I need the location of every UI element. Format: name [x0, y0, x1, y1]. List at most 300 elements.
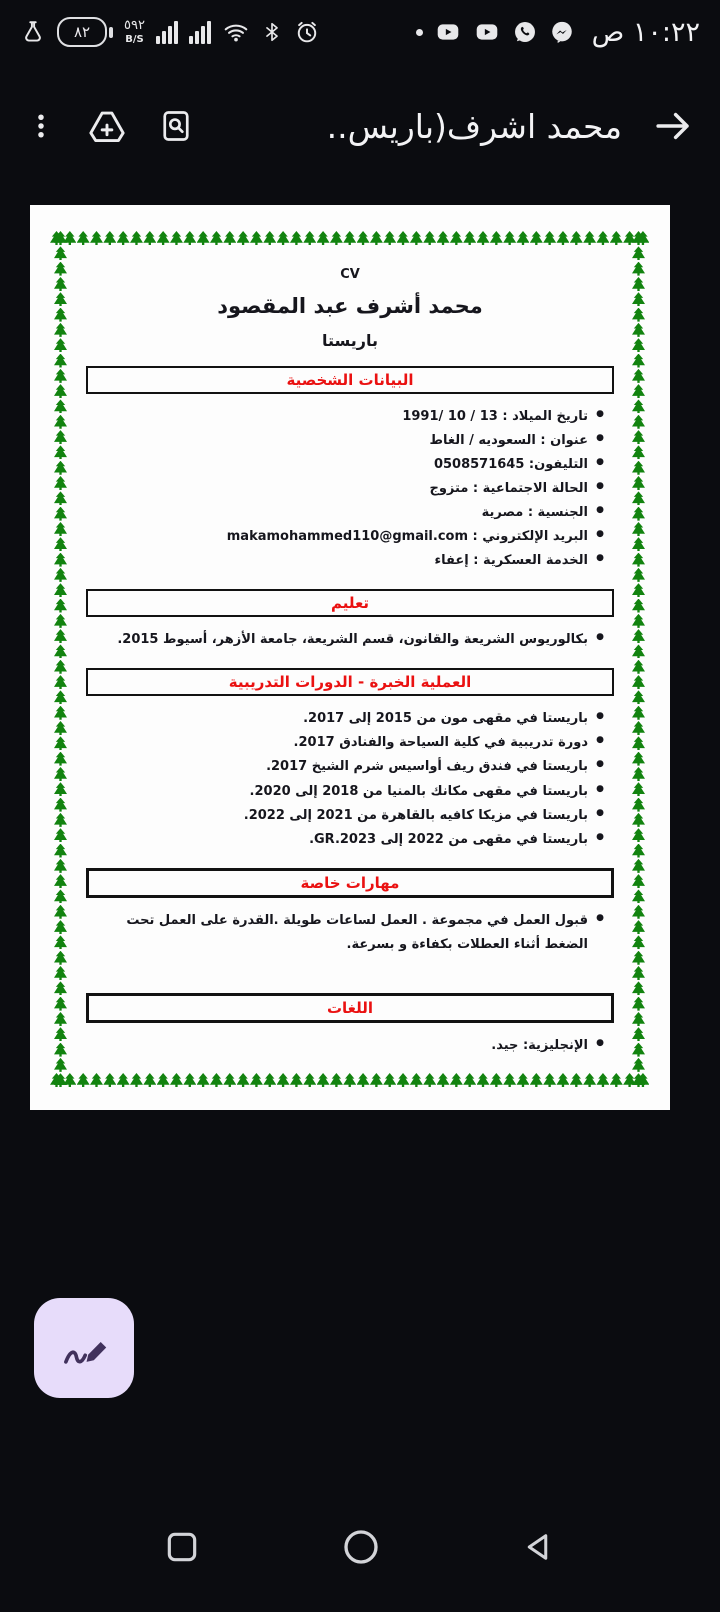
- tree-icon: [54, 935, 67, 949]
- tree-icon: [632, 507, 645, 521]
- list-item: [82, 549, 606, 573]
- tree-icon: [290, 231, 303, 245]
- tree-icon: [54, 308, 67, 322]
- tree-icon: [130, 231, 143, 245]
- list-item: [82, 525, 606, 549]
- tree-icon: [632, 277, 645, 291]
- tree-icon: [54, 461, 67, 475]
- tree-icon: [54, 752, 67, 766]
- tree-icon: [632, 262, 645, 276]
- alarm-icon: [294, 19, 320, 45]
- tree-icon: [632, 966, 645, 980]
- tree-icon: [54, 798, 67, 812]
- tree-icon: [632, 905, 645, 919]
- tree-icon: [250, 231, 263, 245]
- tree-icon: [357, 231, 370, 245]
- tree-icon: [632, 399, 645, 413]
- tree-icon: [632, 338, 645, 352]
- tree-icon: [210, 231, 223, 245]
- tree-icon: [437, 1073, 450, 1087]
- tree-icon: [516, 1073, 529, 1087]
- tree-icon: [143, 1073, 156, 1087]
- list-item: [82, 1034, 606, 1058]
- tree-icon: [632, 721, 645, 735]
- cv-name: محمد أشرف عبد المقصود: [217, 294, 483, 318]
- bullet-icon: ●: [596, 505, 604, 516]
- tree-icon: [130, 1073, 143, 1087]
- tree-icon: [54, 1012, 67, 1026]
- tree-icon: [54, 767, 67, 781]
- tree-icon: [632, 599, 645, 613]
- bullet-icon: ●: [596, 783, 604, 794]
- tree-icon: [596, 1073, 609, 1087]
- tree-icon: [463, 231, 476, 245]
- section-header: مهارات خاصة: [86, 868, 614, 898]
- tree-icon: [103, 1073, 116, 1087]
- tree-icon: [54, 507, 67, 521]
- tree-icon: [357, 1073, 370, 1087]
- tree-icon: [54, 736, 67, 750]
- tree-icon: [632, 308, 645, 322]
- tree-icon: [170, 1073, 183, 1087]
- tree-icon: [490, 231, 503, 245]
- tree-icon: [632, 951, 645, 965]
- item-text: التليفون: 0508571645: [433, 457, 588, 473]
- tree-icon: [632, 583, 645, 597]
- tree-icon: [157, 1073, 170, 1087]
- bullet-icon: ●: [596, 735, 604, 746]
- tree-icon: [54, 338, 67, 352]
- navigation-bar: [0, 1516, 720, 1578]
- tree-icon: [632, 568, 645, 582]
- cv-label: CV: [340, 267, 360, 282]
- tree-icon: [610, 231, 623, 245]
- tree-icon: [117, 231, 130, 245]
- cv-sections: [82, 366, 618, 1058]
- tree-icon: [277, 1073, 290, 1087]
- tree-icon: [54, 537, 67, 551]
- battery-level: ٨٢: [57, 17, 107, 47]
- tree-icon: [632, 369, 645, 383]
- bullet-icon: ●: [596, 481, 604, 492]
- network-speed-indicator: [124, 19, 145, 44]
- tree-icon: [370, 231, 383, 245]
- list-item: [82, 453, 606, 477]
- bullet-icon: ●: [596, 409, 604, 419]
- tree-icon: [632, 813, 645, 827]
- tree-icon: [343, 1073, 356, 1087]
- tree-icon: [54, 706, 67, 720]
- tree-icon: [223, 231, 236, 245]
- tree-icon: [237, 231, 250, 245]
- tree-icon: [77, 231, 90, 245]
- bullet-icon: ●: [596, 632, 604, 643]
- home-button[interactable]: [341, 1527, 381, 1567]
- bullet-icon: ●: [596, 912, 604, 923]
- item-text: قبول العمل في مجموعة . العمل لساعات طويلة .القدرة على العمل تحت الضغط أثناء العطلات بكفاءة و بسرعة.: [126, 912, 588, 952]
- tree-icon: [632, 292, 645, 306]
- tree-icon: [103, 231, 116, 245]
- tree-icon: [54, 844, 67, 858]
- tree-icon: [632, 981, 645, 995]
- tree-icon: [632, 828, 645, 842]
- item-text: الإنجليزية: جيد.: [491, 1037, 588, 1053]
- bullet-icon: ●: [596, 529, 604, 540]
- tree-icon: [90, 231, 103, 245]
- item-text: باريستا في مزيكا كافيه بالقاهرة من 2021 إلى 2022.: [243, 807, 588, 823]
- tree-icon: [410, 231, 423, 245]
- list-item: [82, 405, 606, 429]
- tree-icon: [54, 583, 67, 597]
- status-bar: [0, 0, 720, 64]
- tree-icon: [583, 231, 596, 245]
- tree-icon: [54, 323, 67, 337]
- tree-icon: [530, 1073, 543, 1087]
- list-item: [82, 628, 606, 652]
- annotate-fab[interactable]: [34, 1298, 134, 1398]
- back-button[interactable]: [521, 1529, 557, 1565]
- section-items: [82, 628, 618, 652]
- tree-icon: [77, 1073, 90, 1087]
- list-item: [82, 707, 606, 731]
- tree-icon: [632, 231, 645, 245]
- tree-icon: [54, 644, 67, 658]
- tree-icon: [543, 1073, 556, 1087]
- tree-icon: [197, 231, 210, 245]
- tree-icon: [450, 1073, 463, 1087]
- tree-icon: [632, 675, 645, 689]
- tree-icon: [632, 445, 645, 459]
- item-text: باريستا في مقهى من 2022 إلى GR.2023.: [309, 831, 588, 847]
- tree-icon: [54, 1073, 67, 1087]
- tree-icon: [632, 537, 645, 551]
- tree-icon: [632, 935, 645, 949]
- list-item: [82, 477, 606, 501]
- tree-icon: [303, 231, 316, 245]
- tree-icon: [610, 1073, 623, 1087]
- tree-icon: [54, 721, 67, 735]
- tree-icon: [54, 476, 67, 490]
- tree-icon: [632, 246, 645, 260]
- network-speed-value: ٥٩٢: [124, 18, 145, 34]
- section-items: [82, 707, 618, 851]
- tree-icon: [370, 1073, 383, 1087]
- tree-icon: [543, 231, 556, 245]
- tree-icon: [54, 660, 67, 674]
- cv-section: [82, 668, 618, 851]
- list-item: [82, 909, 606, 957]
- tree-icon: [632, 354, 645, 368]
- tree-icon: [632, 644, 645, 658]
- bluetooth-icon: [261, 19, 283, 45]
- tree-icon: [423, 231, 436, 245]
- tree-icon: [632, 690, 645, 704]
- tree-icon: [54, 369, 67, 383]
- tree-icon: [117, 1073, 130, 1087]
- tree-icon: [183, 1073, 196, 1087]
- tree-icon: [490, 1073, 503, 1087]
- tree-icon: [54, 889, 67, 903]
- more-menu-button[interactable]: [26, 109, 56, 143]
- tree-icon: [632, 736, 645, 750]
- tree-icon: [632, 1058, 645, 1072]
- cv-section: [82, 993, 618, 1058]
- tree-icon: [632, 660, 645, 674]
- tree-icon: [317, 1073, 330, 1087]
- tree-icon: [437, 231, 450, 245]
- cv-page[interactable]: [30, 205, 670, 1110]
- signal-bars-icon: [189, 20, 211, 44]
- tree-icon: [503, 1073, 516, 1087]
- tree-icon: [263, 1073, 276, 1087]
- list-item: [82, 429, 606, 453]
- tree-icon: [317, 231, 330, 245]
- youtube-icon: [473, 19, 501, 45]
- tree-icon: [530, 231, 543, 245]
- tree-icon: [632, 782, 645, 796]
- tree-icon: [632, 767, 645, 781]
- tree-icon: [397, 1073, 410, 1087]
- tree-icon: [632, 997, 645, 1011]
- item-text: البريد الإلكتروني : makamohammed110@gmail.com: [226, 529, 588, 545]
- tree-icon: [54, 231, 67, 245]
- tree-icon: [54, 828, 67, 842]
- list-item: [82, 804, 606, 828]
- tree-icon: [54, 599, 67, 613]
- bullet-icon: ●: [596, 457, 604, 468]
- tree-icon: [170, 231, 183, 245]
- tree-icon: [54, 951, 67, 965]
- tree-icon: [54, 859, 67, 873]
- tree-border-bottom: [50, 1073, 650, 1088]
- tree-icon: [632, 522, 645, 536]
- back-arrow-button[interactable]: [652, 105, 694, 147]
- tree-icon: [632, 1043, 645, 1057]
- tree-icon: [54, 981, 67, 995]
- list-item: [82, 755, 606, 779]
- tree-border-top: [50, 231, 650, 246]
- whatsapp-icon: [512, 19, 538, 45]
- notification-dot: [416, 29, 423, 36]
- list-item: [82, 828, 606, 852]
- tree-icon: [54, 354, 67, 368]
- battery-tip: [109, 27, 113, 38]
- tree-icon: [54, 553, 67, 567]
- tree-icon: [223, 1073, 236, 1087]
- tree-icon: [90, 1073, 103, 1087]
- status-time: ١٠:٢٢ ص: [591, 16, 700, 48]
- section-items: [82, 909, 618, 957]
- tree-icon: [343, 231, 356, 245]
- cv-section: [82, 589, 618, 652]
- tree-icon: [54, 905, 67, 919]
- tree-icon: [632, 629, 645, 643]
- tree-icon: [54, 246, 67, 260]
- tree-icon: [54, 384, 67, 398]
- tree-icon: [632, 889, 645, 903]
- tree-icon: [477, 231, 490, 245]
- messenger-icon: [549, 19, 575, 45]
- tree-icon: [54, 262, 67, 276]
- tree-icon: [632, 323, 645, 337]
- section-header: البيانات الشخصية: [86, 366, 614, 394]
- tree-icon: [330, 1073, 343, 1087]
- tree-icon: [54, 1043, 67, 1057]
- bullet-icon: ●: [596, 553, 604, 564]
- item-text: باريستا في مقهى مكانك بالمنيا من 2018 إلى 2020.: [249, 783, 588, 799]
- tree-icon: [556, 231, 569, 245]
- tree-icon: [632, 415, 645, 429]
- tree-icon: [54, 277, 67, 291]
- tree-icon: [632, 1012, 645, 1026]
- bullet-icon: ●: [596, 433, 604, 444]
- tree-icon: [632, 859, 645, 873]
- tree-icon: [632, 553, 645, 567]
- tree-icon: [54, 491, 67, 505]
- tree-border-left: [54, 231, 68, 1088]
- tree-icon: [632, 461, 645, 475]
- tree-icon: [143, 231, 156, 245]
- item-text: عنوان : السعوديه / الغاط: [429, 433, 588, 449]
- tree-icon: [237, 1073, 250, 1087]
- tree-icon: [570, 1073, 583, 1087]
- signal-bars-icon: [156, 20, 178, 44]
- tree-icon: [54, 430, 67, 444]
- tree-icon: [632, 874, 645, 888]
- tree-icon: [410, 1073, 423, 1087]
- tree-icon: [290, 1073, 303, 1087]
- signature-pen-icon: [55, 1319, 113, 1377]
- tree-icon: [54, 675, 67, 689]
- tree-icon: [250, 1073, 263, 1087]
- wifi-icon: [222, 19, 250, 45]
- item-text: باريستا في فندق ريف أواسيس شرم الشيخ 2017.: [266, 759, 588, 775]
- item-text: باريستا في مقهى مون من 2015 إلى 2017.: [303, 711, 588, 727]
- bullet-icon: ●: [596, 807, 604, 818]
- section-header: اللغات: [86, 993, 614, 1023]
- tree-icon: [54, 966, 67, 980]
- tree-icon: [54, 568, 67, 582]
- tree-icon: [54, 920, 67, 934]
- item-text: الحالة الاجتماعية : متزوج: [429, 481, 588, 497]
- tree-icon: [632, 798, 645, 812]
- cv-section: [82, 868, 618, 957]
- tree-icon: [632, 476, 645, 490]
- item-text: الخدمة العسكرية : إعفاء: [434, 553, 588, 569]
- tree-icon: [632, 752, 645, 766]
- tree-icon: [277, 231, 290, 245]
- tree-icon: [632, 430, 645, 444]
- tree-icon: [54, 874, 67, 888]
- tree-icon: [632, 1027, 645, 1041]
- status-icons-left: [20, 17, 320, 47]
- tree-icon: [54, 1027, 67, 1041]
- tree-icon: [54, 997, 67, 1011]
- document-title: محمد اشرف(باريس..: [326, 106, 622, 146]
- tree-icon: [383, 231, 396, 245]
- tree-icon: [632, 1073, 645, 1087]
- tree-icon: [632, 614, 645, 628]
- bullet-icon: ●: [596, 759, 604, 770]
- lab-flask-icon: [20, 19, 46, 45]
- tree-icon: [183, 231, 196, 245]
- drive-add-button[interactable]: [86, 106, 128, 146]
- tree-icon: [197, 1073, 210, 1087]
- section-items: [82, 1034, 618, 1058]
- tree-icon: [54, 292, 67, 306]
- status-icons-right: [416, 17, 700, 48]
- tree-icon: [632, 384, 645, 398]
- tree-icon: [632, 491, 645, 505]
- bullet-icon: ●: [596, 831, 604, 842]
- bullet-icon: ●: [596, 1037, 604, 1048]
- tree-icon: [423, 1073, 436, 1087]
- tree-icon: [54, 399, 67, 413]
- tree-icon: [54, 614, 67, 628]
- tree-icon: [477, 1073, 490, 1087]
- tree-icon: [397, 231, 410, 245]
- tree-icon: [632, 706, 645, 720]
- tree-icon: [263, 231, 276, 245]
- tree-icon: [54, 522, 67, 536]
- tree-icon: [54, 782, 67, 796]
- section-items: [82, 405, 618, 573]
- tree-icon: [210, 1073, 223, 1087]
- item-text: بكالوريوس الشريعة والقانون، قسم الشريعة، جامعة الأزهر، أسيوط 2015.: [117, 632, 588, 648]
- network-speed-unit: B/S: [125, 33, 144, 45]
- tree-icon: [632, 920, 645, 934]
- tree-icon: [303, 1073, 316, 1087]
- cv-job-title: باريستا: [321, 331, 379, 350]
- cv-content: [82, 251, 618, 1070]
- recents-button[interactable]: [163, 1528, 201, 1566]
- tree-icon: [54, 690, 67, 704]
- tree-border-right: [632, 231, 646, 1088]
- tree-icon: [632, 844, 645, 858]
- tree-icon: [556, 1073, 569, 1087]
- battery-icon: [57, 17, 113, 47]
- list-item: [82, 731, 606, 755]
- tree-icon: [54, 813, 67, 827]
- section-header: تعليم: [86, 589, 614, 617]
- tree-icon: [383, 1073, 396, 1087]
- cv-section: [82, 366, 618, 573]
- item-text: الجنسية : مصرية: [481, 505, 588, 521]
- tree-icon: [583, 1073, 596, 1087]
- tree-icon: [463, 1073, 476, 1087]
- tree-icon: [596, 231, 609, 245]
- item-text: دورة تدريبية في كلية السياحة والفنادق 2017.: [293, 735, 588, 751]
- tree-icon: [54, 445, 67, 459]
- tree-icon: [54, 1058, 67, 1072]
- tree-icon: [516, 231, 529, 245]
- list-item: [82, 501, 606, 525]
- item-text: تاريخ الميلاد : 13 / 10 /1991: [402, 409, 588, 424]
- tree-icon: [503, 231, 516, 245]
- toolbar: [0, 84, 720, 168]
- list-item: [82, 780, 606, 804]
- tree-icon: [54, 415, 67, 429]
- tree-icon: [330, 231, 343, 245]
- tree-icon: [450, 231, 463, 245]
- youtube-icon: [434, 19, 462, 45]
- tree-icon: [54, 629, 67, 643]
- tree-icon: [157, 231, 170, 245]
- section-header: العملية الخبرة - الدورات التدريبية: [86, 668, 614, 696]
- tree-icon: [570, 231, 583, 245]
- bullet-icon: ●: [596, 711, 604, 722]
- search-document-button[interactable]: [158, 107, 194, 145]
